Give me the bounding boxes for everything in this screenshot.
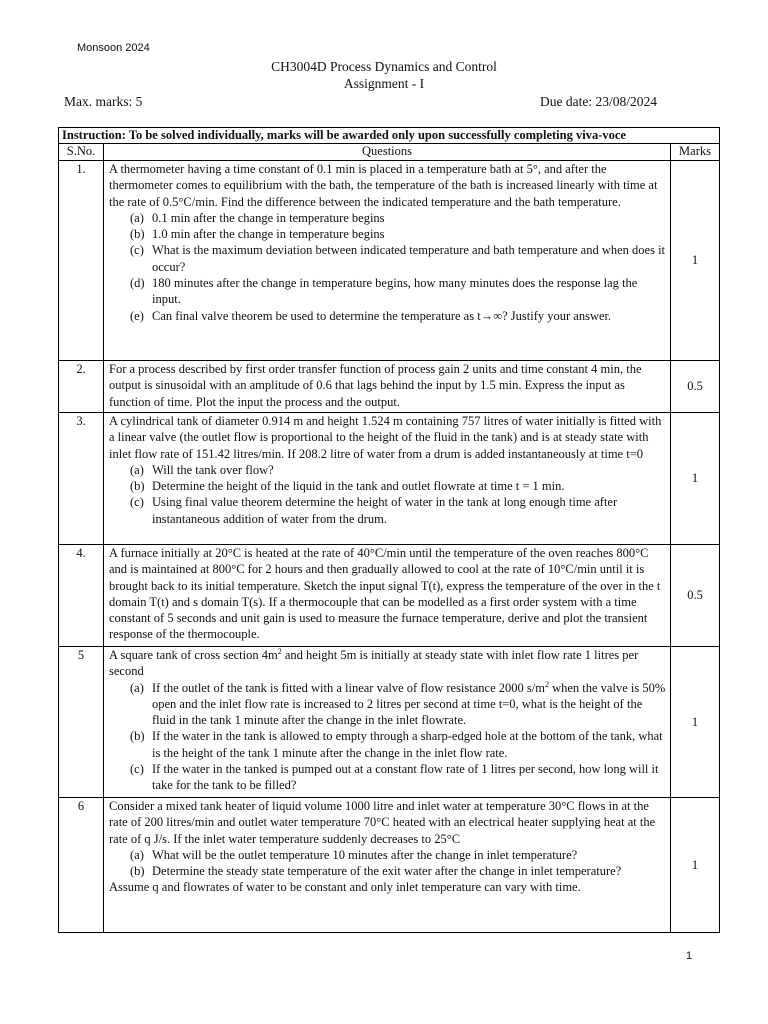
- question-marks: 1: [671, 413, 720, 545]
- question-number: 1.: [59, 161, 104, 361]
- part-label: (b): [130, 729, 145, 744]
- part-label: (b): [130, 864, 145, 879]
- part-label: (d): [130, 276, 145, 291]
- max-marks: Max. marks: 5: [64, 94, 143, 109]
- question-number: 5: [59, 647, 104, 798]
- question-part: [109, 761, 667, 794]
- text-fragment: and height 5m is initially at steady state with inlet flow rate 1 litres per second: [109, 648, 639, 679]
- question-number: 6: [59, 798, 104, 933]
- question-part: [109, 275, 667, 308]
- part-text: What will be the outlet temperature 10 minutes after the change in inlet temperature?: [152, 847, 578, 862]
- part-text: [152, 680, 667, 729]
- superscript: 2: [277, 646, 282, 656]
- part-label: (e): [130, 308, 144, 323]
- question-part: [109, 680, 667, 729]
- assignment-title: Assignment - I: [343, 76, 425, 91]
- question-body: [104, 161, 671, 361]
- column-header-questions: Questions: [104, 144, 671, 161]
- question-text: Consider a mixed tank heater of liquid volume 1000 litre and inlet water at temperature 30°C flows in at the rate of 200 litres/min and outlet water temperature 70°C heated with an electrical heater supplying heat at the rate of q J/s. If the inlet water temperature suddenly decreases to 25°C: [109, 799, 656, 846]
- question-marks: 1: [671, 798, 720, 933]
- part-label: (c): [130, 495, 144, 510]
- column-header-marks: Marks: [671, 144, 720, 161]
- part-label: (a): [130, 847, 144, 862]
- questions-table: [58, 127, 720, 933]
- question-part: [109, 728, 667, 761]
- question-part: [109, 242, 667, 275]
- question-part: [109, 847, 667, 863]
- column-header-sno: S.No.: [59, 144, 104, 161]
- part-text: If the water in the tanked is pumped out at a constant flow rate of 1 litres per second, how long will it take for the tank to be filled?: [152, 762, 659, 793]
- question-body: [104, 413, 671, 545]
- part-label: (c): [130, 762, 144, 777]
- part-label: (a): [130, 462, 144, 477]
- text-fragment: when the valve is 50% open and the inlet flow rate is increased to 2 litres per second at time t=0, what is the height of the fluid in the tank 1 minute after the change in the inlet flowrate.: [152, 680, 666, 728]
- question-number: 2.: [59, 361, 104, 413]
- part-text: Will the tank over flow?: [152, 462, 274, 477]
- text-fragment: If the outlet of the tank is fitted with a linear valve of flow resistance 2000 s/m: [152, 680, 545, 695]
- part-text: 1.0 min after the change in temperature begins: [152, 227, 385, 242]
- question-row-1: [59, 161, 720, 361]
- question-body: [104, 798, 671, 933]
- instruction-text: Instruction: To be solved individually, marks will be awarded only upon successfully completing viva-voce: [59, 128, 720, 144]
- course-title: CH3004D Process Dynamics and Control: [271, 59, 497, 74]
- part-text: What is the maximum deviation between indicated temperature and bath temperature and when does it occur?: [152, 243, 666, 274]
- text-fragment: A square tank of cross section 4m: [109, 648, 278, 662]
- part-text: Determine the steady state temperature of the exit water after the change in inlet temperature?: [152, 864, 622, 879]
- question-body: [104, 545, 671, 647]
- part-label: (b): [130, 227, 145, 242]
- question-part: [109, 462, 667, 478]
- question-part: [109, 210, 667, 226]
- part-text: Determine the height of the liquid in the tank and outlet flowrate at time t = 1 min.: [152, 479, 565, 494]
- part-label: (c): [130, 243, 144, 258]
- part-text: 180 minutes after the change in temperature begins, how many minutes does the response lag the input.: [152, 276, 638, 307]
- question-marks: 0.5: [671, 545, 720, 647]
- question-part: [109, 863, 667, 879]
- part-text: 0.1 min after the change in temperature begins: [152, 210, 385, 225]
- part-label: (a): [130, 680, 144, 695]
- question-row-2: [59, 361, 720, 413]
- part-label: (a): [130, 210, 144, 225]
- question-text: A thermometer having a time constant of 0.1 min is placed in a temperature bath at 5°, and after the thermometer comes to equilibrium with the bath, the temperature of the bath is increased linearly with time at the rate of 0.5°C/min. Find the difference between the indicated temperature and the bath temperature.: [109, 162, 658, 209]
- question-body: [104, 647, 671, 798]
- question-number: 3.: [59, 413, 104, 545]
- question-text: [109, 647, 667, 680]
- question-part: [109, 308, 667, 324]
- question-row-6: [59, 798, 720, 933]
- page-number: 1: [686, 950, 693, 962]
- part-label: (b): [130, 479, 145, 494]
- question-body: [104, 361, 671, 413]
- part-text: Can final valve theorem be used to determine the temperature as t→∞? Justify your answer.: [152, 308, 612, 323]
- question-text: For a process described by first order transfer function of process gain 2 units and time constant 4 min, the output is sinusoidal with an amplitude of 0.6 that lags behind the input by 1.5 min. Express the input as function of time. Plot the input the process and the output.: [109, 362, 642, 409]
- question-text: A cylindrical tank of diameter 0.914 m and height 1.524 m containing 757 litres of water initially is fitted with a linear valve (the outlet flow is proportional to the height of the fluid in the tank) and is at steady state with inlet flow rate of 151.42 litres/min. If 208.2 litre of water from a drum is added instantaneously at time t=0: [109, 414, 662, 461]
- question-number: 4.: [59, 545, 104, 647]
- question-part: [109, 494, 667, 527]
- question-text: A furnace initially at 20°C is heated at the rate of 40°C/min until the temperature of the oven reaches 800°C and is maintained at 800°C for 2 hours and then gradually allowed to cool at the rate of 10°C/min until it is brought back to its initial temperature. Sketch the input signal T(t), express the temperature of the over in the t domain T(t) and s domain T(s). If a thermocouple that can be modelled as a first order system with a time constant of 5 seconds and unit gain is used to measure the furnace temperature, derive and plot the transient response of the thermocouple.: [109, 546, 661, 642]
- due-date: Due date: 23/08/2024: [540, 94, 657, 109]
- part-text: If the water in the tank is allowed to empty through a sharp-edged hole at the bottom of the tank, what is the height of the tank 1 minute after the change in the inlet flow rate.: [152, 729, 663, 760]
- question-footnote: Assume q and flowrates of water to be constant and only inlet temperature can vary with time.: [109, 880, 581, 895]
- part-text: Using final value theorem determine the height of water in the tank at long enough time after instantaneous addition of water from the drum.: [152, 495, 618, 526]
- question-marks: 0.5: [671, 361, 720, 413]
- question-part: [109, 478, 667, 494]
- question-row-4: [59, 545, 720, 647]
- question-marks: 1: [671, 161, 720, 361]
- question-part: [109, 226, 667, 242]
- question-row-5: [59, 647, 720, 798]
- question-marks: 1: [671, 647, 720, 798]
- question-row-3: [59, 413, 720, 545]
- superscript: 2: [544, 679, 549, 689]
- semester-label: Monsoon 2024: [77, 42, 150, 54]
